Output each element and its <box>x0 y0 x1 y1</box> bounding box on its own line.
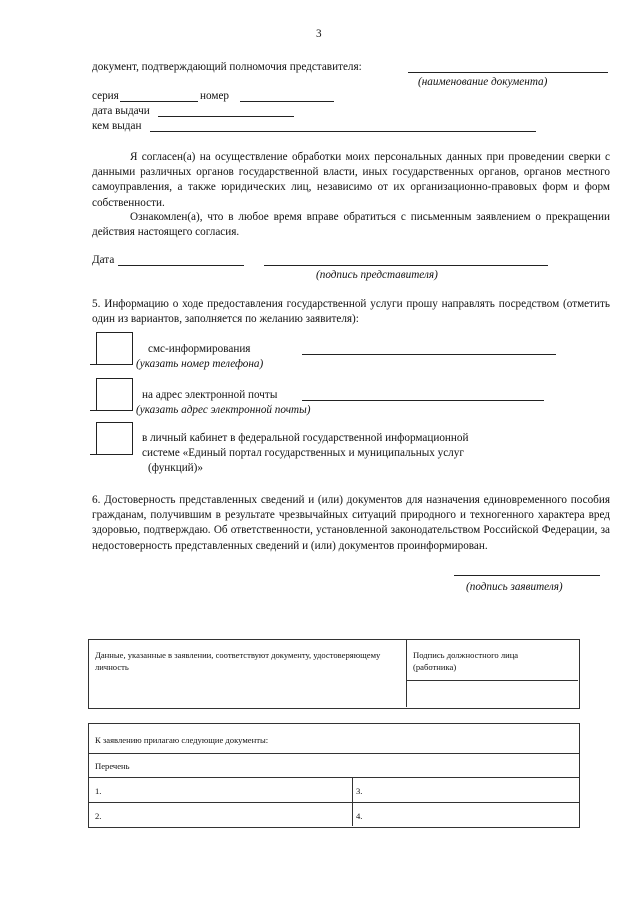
official-left-cell: Данные, указанные в заявлении, соответствуют документу, удостоверяющему личность <box>95 650 381 672</box>
series-field[interactable] <box>120 101 198 102</box>
issued-by-field[interactable] <box>150 131 536 132</box>
number-field[interactable] <box>240 101 334 102</box>
documents-header: К заявлению прилагаю следующие документы: <box>95 735 269 745</box>
document-cell-2[interactable]: 2. <box>95 811 102 821</box>
documents-row-divider <box>88 777 579 778</box>
issued-by-label: кем выдан <box>92 120 142 132</box>
applicant-signature-line[interactable] <box>454 575 600 576</box>
portal-option-line3: (функций)» <box>148 462 203 474</box>
rep-doc-label: документ, подтверждающий полномочия представителя: <box>92 61 362 73</box>
email-option-label: на адрес электронной почты <box>142 389 278 401</box>
section5-text: 5. Информацию о ходе предоставления государственной услуги прошу направлять посредством (отметить один из вариантов, заполняется по желанию заявителя): <box>92 298 610 326</box>
official-signature-line[interactable] <box>406 680 578 681</box>
official-right-cell: Подпись должностного лица (работника) <box>413 650 519 672</box>
email-field[interactable] <box>302 400 544 401</box>
document-cell-1[interactable]: 1. <box>95 786 102 796</box>
date-field[interactable] <box>118 265 244 266</box>
number-label: номер <box>200 90 230 102</box>
documents-list-label: Перечень <box>95 761 130 771</box>
sms-option-label: смс-информирования <box>148 343 251 355</box>
document-cell-3[interactable]: 3. <box>356 786 363 796</box>
issue-date-field[interactable] <box>158 116 294 117</box>
phone-hint: (указать номер телефона) <box>136 358 264 370</box>
email-hint: (указать адрес электронной почты) <box>136 404 311 416</box>
sms-checkbox-base <box>90 364 132 365</box>
consent-paragraph: Я согласен(а) на осуществление обработки моих персональных данных при проведении сверки с данными различных органов государственной власти, иных государственных органов, органов местного самоуправления, а также юридических лиц, независимо от их организационно-правовых форм и форм собственности. <box>92 151 610 209</box>
sms-checkbox[interactable] <box>96 332 133 365</box>
rep-doc-hint: (наименование документа) <box>418 76 548 88</box>
acknowledgement-paragraph: Ознакомлен(а), что в любое время вправе обратиться с письменным заявлением о прекращении действия настоящего согласия. <box>92 211 610 239</box>
page-number: 3 <box>316 28 322 40</box>
official-table-divider <box>406 639 407 707</box>
date-label: Дата <box>92 254 115 266</box>
documents-row-divider <box>88 802 579 803</box>
documents-column-divider <box>352 777 353 826</box>
portal-option-line2: системе «Единый портал государственных и муниципальных услуг <box>142 447 464 459</box>
portal-checkbox-base <box>90 454 132 455</box>
section6-text: 6. Достоверность представленных сведений и (или) документов для назначения единовременного пособия гражданам, получившим в результате чрезвычайных ситуаций природного и техногенного характера вред здоровью, подтверждаю. Об ответственности, установленной законодательством Российской Федерации, за недостоверность представленных сведений и (или) документов проинформирован. <box>92 494 610 552</box>
applicant-signature-hint: (подпись заявителя) <box>466 581 563 593</box>
issue-date-label: дата выдачи <box>92 105 150 117</box>
portal-option-line1: в личный кабинет в федеральной государственной информационной <box>142 432 469 444</box>
documents-row-divider <box>88 753 579 754</box>
document-cell-4[interactable]: 4. <box>356 811 363 821</box>
series-label: серия <box>92 90 119 102</box>
rep-signature-line[interactable] <box>264 265 548 266</box>
rep-signature-hint: (подпись представителя) <box>316 269 438 281</box>
rep-doc-name-line[interactable] <box>408 72 608 73</box>
phone-field[interactable] <box>302 354 556 355</box>
email-checkbox-base <box>90 410 132 411</box>
portal-checkbox[interactable] <box>96 422 133 455</box>
email-checkbox[interactable] <box>96 378 133 411</box>
